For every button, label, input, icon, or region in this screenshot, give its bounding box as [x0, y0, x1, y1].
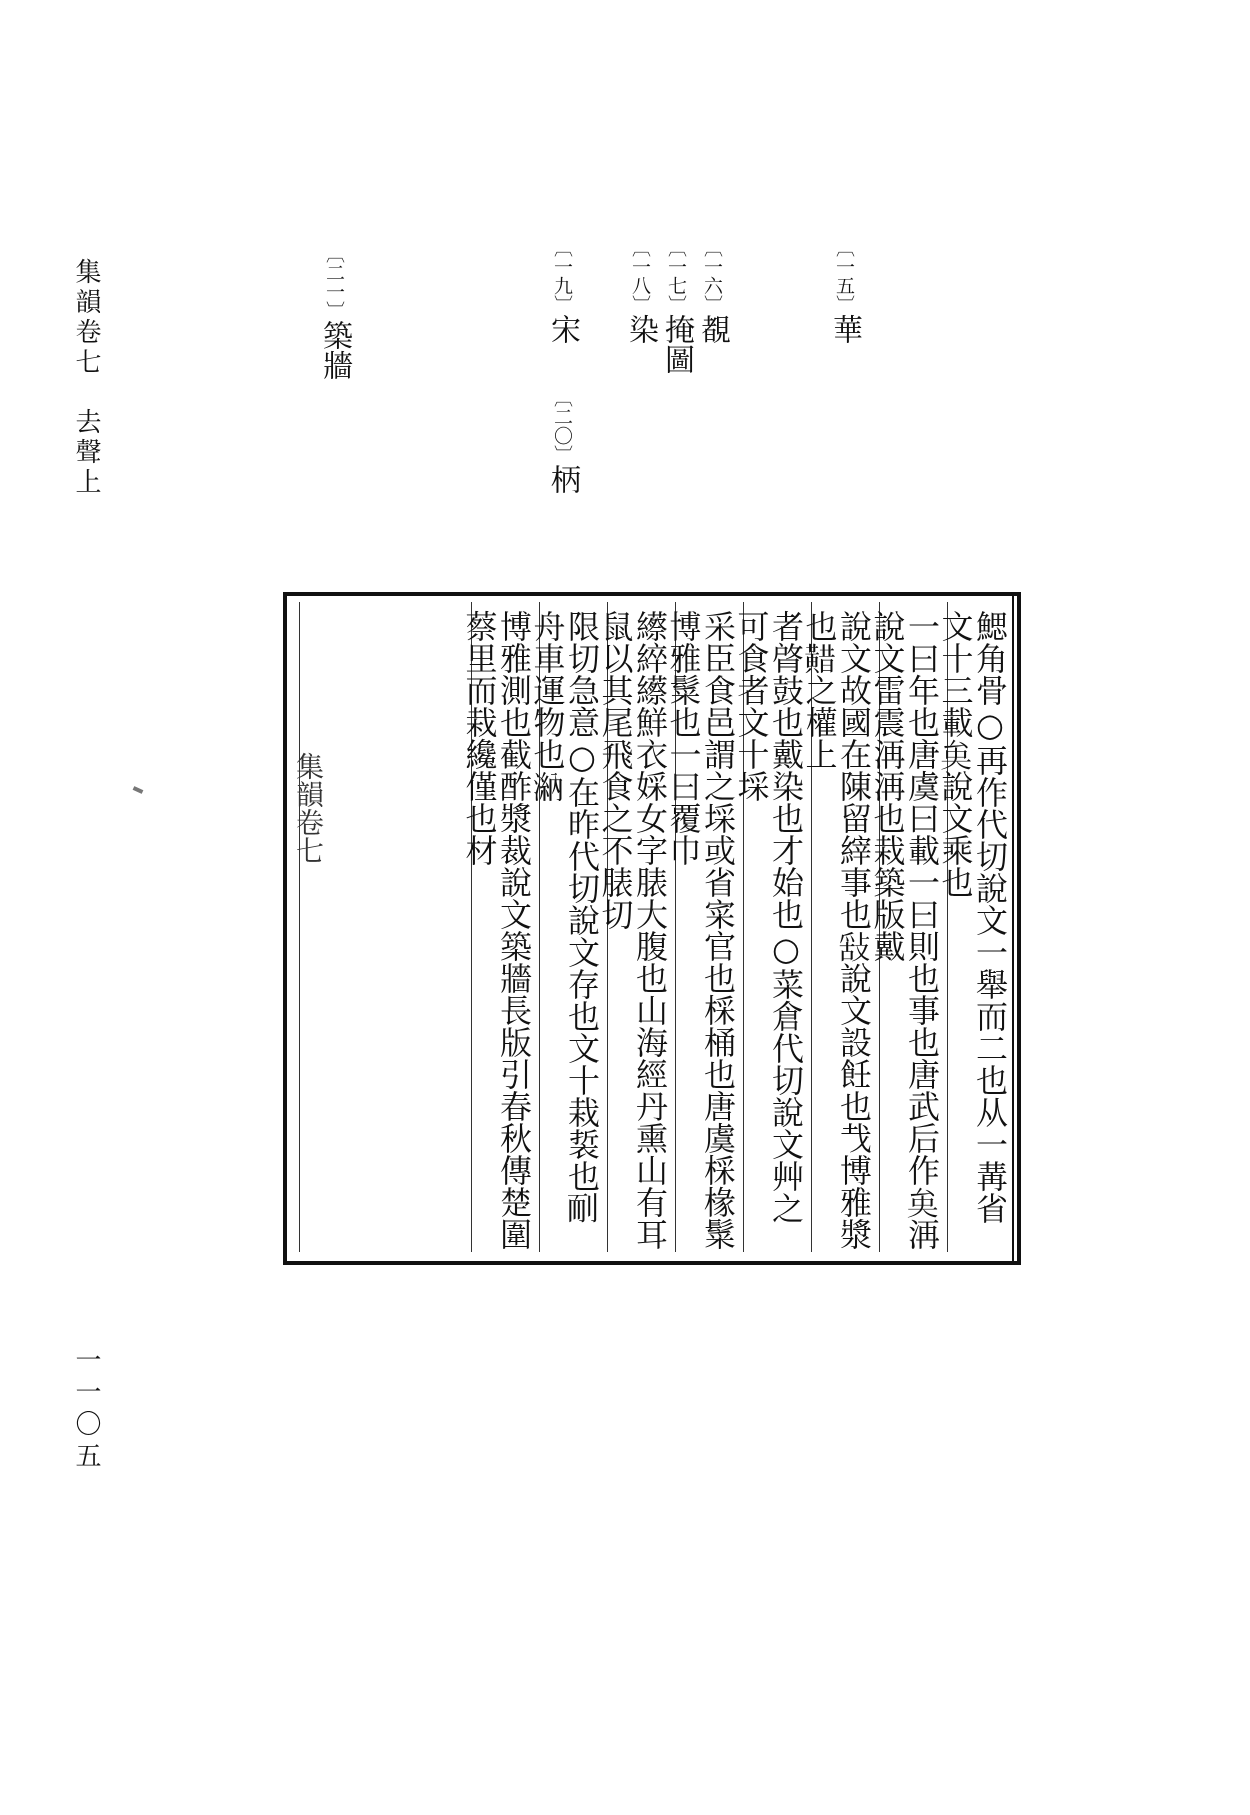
note-text: 宋: [545, 314, 580, 344]
note-number: 〔一七〕: [665, 238, 687, 314]
collation-note: [312, 244, 356, 380]
note-number: 〔一八〕: [629, 238, 651, 314]
column-text: 博雅測也截酢漿裁說文築牆長版引春秋傳楚圍蔡里而栽纔僅也材: [460, 610, 533, 1250]
note-number: 〔二一〕: [323, 244, 345, 320]
column-text: 者䏿鼓也戴染也才始也○菜倉代切說文艸之可食者文十埰: [732, 610, 805, 1224]
column-text: 鰓角骨○再作代切說文一舉而二也从一冓省文十三載𠫪說文乘也: [936, 610, 1009, 1224]
column-text: 一曰年也唐虞曰載一曰則也事也唐武后作𠫪洅說文雷震洅洅也栽築版戴: [868, 610, 941, 1250]
text-frame: [283, 592, 1021, 1265]
column-text: 說文故國在陳留縡事也𢽿說文設飪也𢦏博雅漿也𪏈之權上: [800, 610, 873, 1250]
collation-note: [540, 238, 584, 344]
note-text: 築牆: [317, 320, 352, 380]
block-mark: 集韻卷七: [292, 752, 325, 864]
text-column: [596, 602, 673, 1252]
fold-margin: [292, 602, 469, 1252]
running-title: 集韻卷七 去聲上: [71, 258, 101, 498]
column-text: 限切急意○在昨代切說文存也文十栽裚也𦓎舟車運物也𣻀: [528, 610, 601, 1224]
text-column: [460, 602, 537, 1252]
collation-note: [618, 238, 662, 344]
text-column: [664, 602, 741, 1252]
note-text: 掩圖: [659, 314, 694, 374]
collation-note: [822, 238, 866, 344]
note-text: 覩: [695, 314, 730, 344]
column-text: 采臣食邑謂之埰或省寀官也棌桶也唐虞棌椽䰂博雅䰂也一曰覆巾: [664, 610, 737, 1250]
page-number: 一一〇五: [71, 1346, 101, 1474]
text-column: [732, 602, 809, 1252]
note-number: 〔一五〕: [833, 238, 855, 314]
text-column: [868, 602, 945, 1252]
note-number: 〔一九〕: [551, 238, 573, 314]
text-column: [936, 602, 1013, 1252]
collation-note: [540, 388, 584, 494]
note-number: 〔二〇〕: [551, 388, 573, 464]
text-column: [800, 602, 877, 1252]
note-text: 華: [827, 314, 862, 344]
note-text: 柄: [545, 464, 580, 494]
column-text: 䌨綷䌨鮮衣婇女字脿大腹也山海經丹熏山有耳鼠以其尾飛食之不脿切: [596, 610, 669, 1250]
note-number: 〔一六〕: [701, 238, 723, 314]
note-text: 染: [623, 314, 658, 344]
stray-mark: [133, 786, 144, 794]
text-column: [528, 602, 605, 1252]
